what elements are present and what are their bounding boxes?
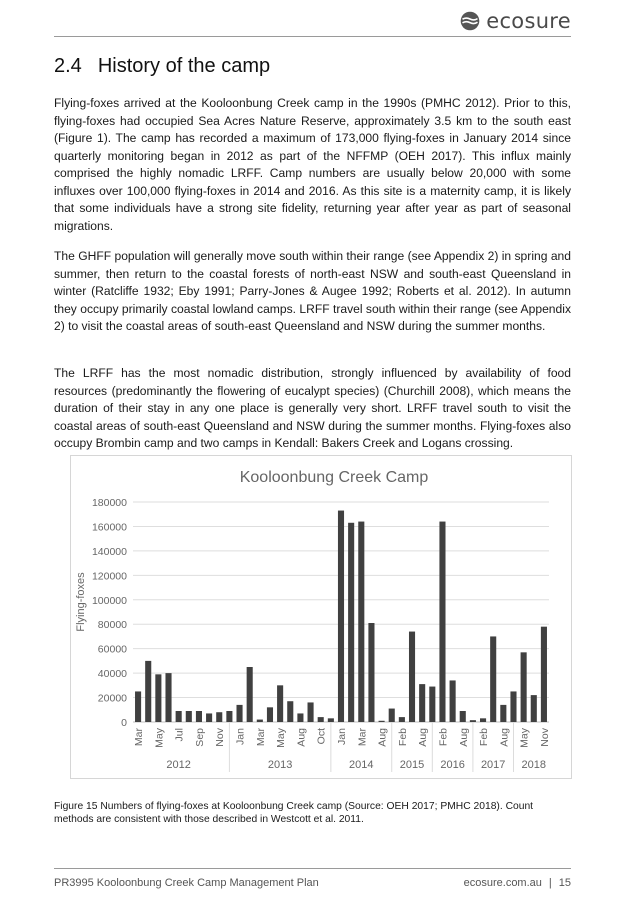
bar: [399, 717, 405, 722]
x-tick-label: Aug: [457, 728, 470, 747]
bar: [297, 713, 303, 722]
section-heading: [54, 55, 270, 78]
bar: [186, 711, 192, 722]
x-tick-label: May: [275, 728, 288, 748]
bar: [389, 709, 395, 722]
x-tick-label: Mar: [254, 728, 267, 747]
bar: [470, 720, 476, 722]
bar: [541, 627, 547, 722]
ecosure-logo-icon: [460, 11, 480, 31]
section-title: History of the camp: [97, 55, 271, 77]
bar: [480, 718, 486, 722]
x-tick-label: Sep: [193, 728, 206, 747]
x-tick-label: Feb: [437, 728, 450, 747]
bar: [521, 652, 527, 722]
bar: [460, 711, 466, 722]
bar: [348, 523, 354, 722]
x-tick-label: Feb: [396, 728, 409, 747]
paragraph-2: The GHFF population will generally move south within their range (see Appendix 2) in spring and summer, then return to the coastal forests of north-east NSW and south-east Queensland in winter (Ratcliffe 1932; Eby 1991; Parry-Jones & Augee 1992; Roberts et al. 2012). In autumn they occupy primarily coastal lowland camps. LRFF travel south within their range (see Appendix 2) to visit the coastal areas of south-east Queensland and NSW during the summer months.: [54, 249, 571, 333]
x-tick-label: Jan: [234, 728, 247, 745]
x-tick-label: Jul: [173, 728, 186, 742]
bar: [318, 717, 324, 722]
x-tick-label: Mar: [356, 728, 369, 747]
bar: [338, 511, 344, 722]
bar: [328, 718, 334, 722]
bar: [531, 695, 537, 722]
x-tick-label: Feb: [478, 728, 491, 747]
y-tick-label: 0: [121, 717, 127, 729]
bar: [247, 667, 253, 722]
footer-document-title: PR3995 Kooloonbung Creek Camp Management Plan: [54, 877, 319, 889]
y-tick-label: 20000: [97, 692, 127, 705]
bar: [176, 711, 182, 722]
bar: [135, 691, 141, 722]
section-number: 2.4: [54, 55, 82, 77]
bar: [490, 636, 496, 722]
x-tick-label: Mar: [133, 728, 146, 747]
x-group-label: 2015: [399, 759, 425, 771]
x-group-label: 2017: [480, 759, 506, 771]
x-tick-label: Oct: [315, 728, 328, 745]
bar: [379, 721, 385, 722]
x-tick-label: Aug: [417, 728, 430, 747]
bar: [206, 713, 212, 722]
y-tick-label: 140000: [91, 545, 127, 558]
y-tick-label: 40000: [97, 668, 127, 681]
x-group-label: 2018: [521, 759, 547, 771]
x-group-label: 2012: [166, 759, 191, 771]
x-tick-label: May: [153, 728, 166, 748]
bar: [510, 691, 516, 722]
bar: [287, 701, 293, 722]
bar: [155, 674, 161, 722]
bar: [226, 711, 232, 722]
y-tick-label: 60000: [97, 643, 127, 656]
bar: [277, 685, 283, 722]
footer-separator: |: [548, 877, 552, 889]
x-tick-label: Aug: [295, 728, 308, 747]
x-tick-label: May: [518, 728, 531, 748]
bar: [257, 720, 263, 722]
bar: [358, 522, 364, 722]
bar: [308, 702, 314, 722]
y-tick-label: 180000: [91, 497, 127, 509]
ecosure-logo: [460, 9, 571, 33]
bar: [165, 673, 171, 722]
bar: [500, 705, 506, 722]
figure-caption: Figure 15 Numbers of flying-foxes at Kooloonbung Creek camp (Source: OEH 2017; PMHC 2018). Count methods are consistent with those described in Westcott et al. 2011.: [54, 801, 534, 825]
bar: [236, 705, 242, 722]
header-divider: [54, 36, 571, 37]
y-tick-label: 100000: [91, 594, 127, 607]
x-group-label: 2014: [349, 759, 374, 771]
bar: [439, 522, 445, 722]
x-tick-label: Aug: [376, 728, 389, 747]
bar: [145, 661, 151, 722]
footer-right: [464, 877, 571, 889]
bar: [419, 684, 425, 722]
y-tick-label: 160000: [91, 521, 127, 534]
x-tick-label: Nov: [214, 728, 227, 747]
bar-chart: [71, 456, 571, 778]
bar: [429, 687, 435, 722]
bar: [216, 712, 222, 722]
x-tick-label: Jan: [336, 728, 348, 745]
paragraph-1: Flying-foxes arrived at the Kooloonbung Creek camp in the 1990s (PMHC 2012). Prior to this, flying-foxes had occupied Sea Acres Nature Reserve, approximately 3.5 km to the south east (Figure 1). The camp has recorded a maximum of 173,000 flying-foxes in January 2014 since quarterly monitoring began in 2012 as part of the NFFMP (OEH 2017). This influx mainly comprised the highly nomadic LRFF. Camp numbers are usually below 20,000 with some influxes over 100,000 flying-foxes in 2014 and 2016. As this site is a maternity camp, it is likely that some individuals have a strong site fidelity, returning year after year as part of seasonal migrations.: [54, 96, 571, 233]
y-axis-label: Flying-foxes: [75, 572, 87, 632]
bar: [196, 711, 202, 722]
chart-container: [70, 455, 572, 779]
bar: [368, 623, 374, 722]
bar: [450, 680, 456, 722]
footer-website: ecosure.com.au: [463, 877, 542, 889]
x-group-label: 2016: [440, 759, 465, 771]
x-tick-label: Nov: [538, 728, 551, 747]
bar: [409, 632, 415, 722]
y-tick-label: 80000: [97, 619, 127, 632]
y-tick-label: 120000: [91, 570, 127, 583]
footer-divider: [54, 868, 571, 869]
logo-text: ecosure: [486, 9, 571, 33]
bar: [267, 707, 273, 722]
paragraph-3: The LRFF has the most nomadic distribution, strongly influenced by availability of food resources (predominantly the flowering of eucalypt species) (Churchill 2008), which means the duration of their stay in any one place is generally very short. LRFF travel south to visit the coastal areas of south-east Queensland and NSW during the summer months. Flying-foxes also occupy Brombin camp and two camps in Kendall: Bakers Creek and Logans crossing.: [54, 366, 571, 450]
page-number: 15: [558, 877, 571, 889]
x-tick-label: Aug: [498, 728, 511, 747]
chart-title: Kooloonbung Creek Camp: [239, 469, 429, 486]
x-group-label: 2013: [267, 759, 293, 771]
